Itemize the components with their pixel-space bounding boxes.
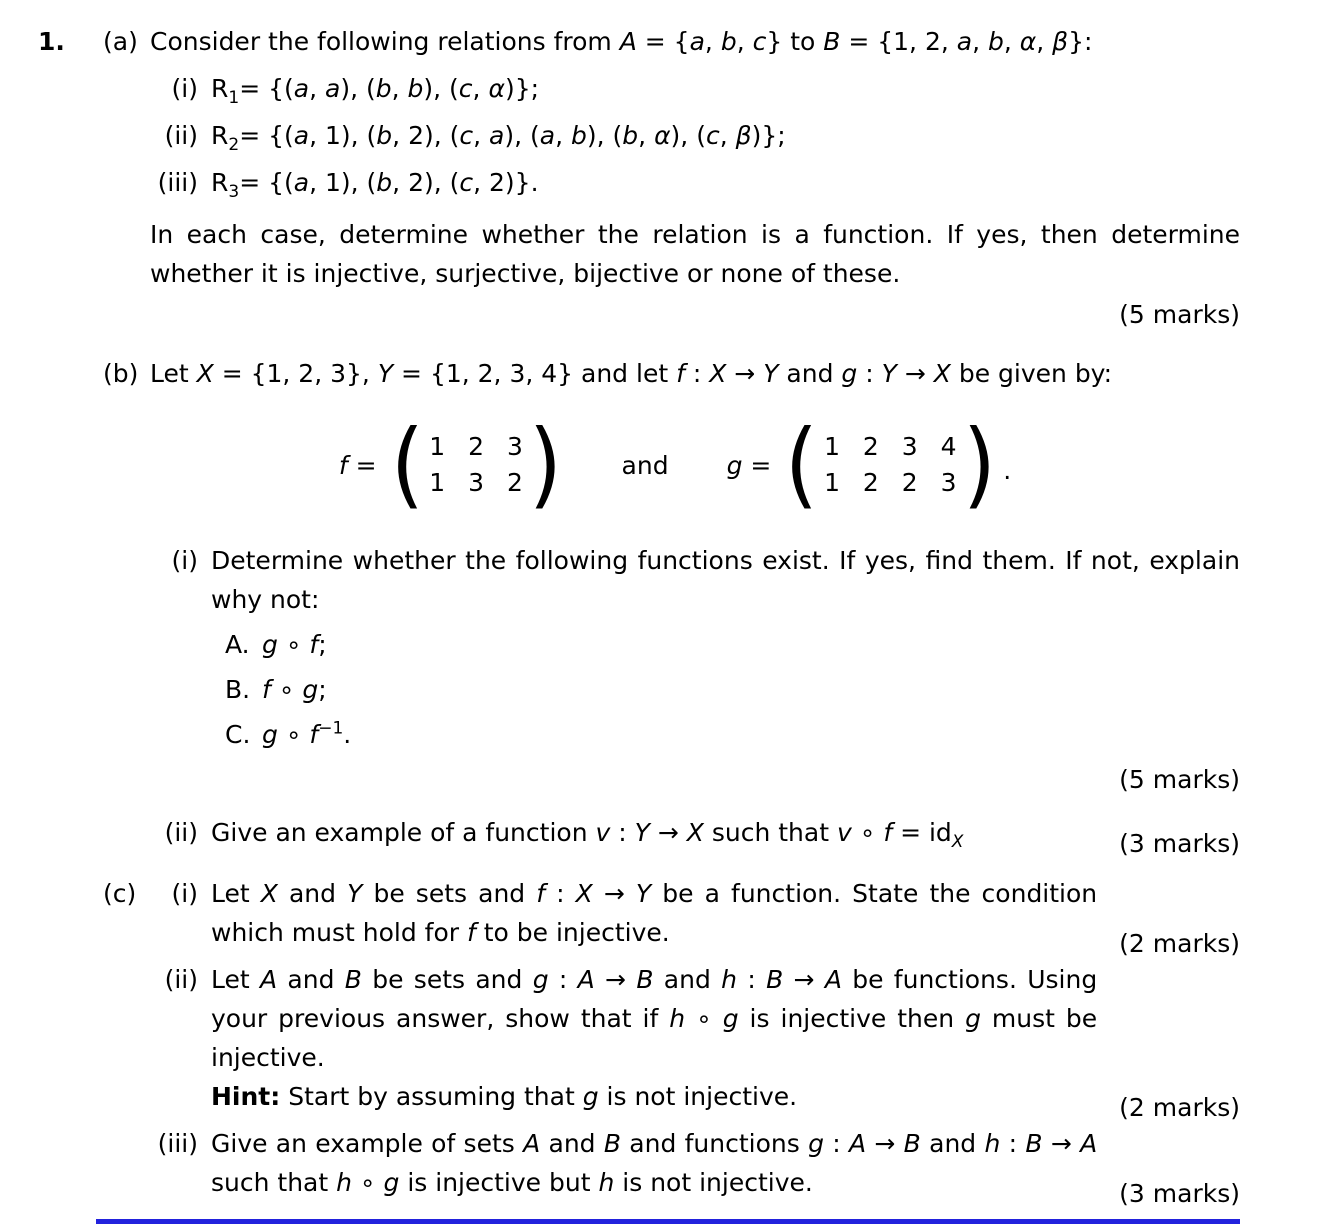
part-b-i-label: (i) (171, 546, 198, 575)
matrix-g-row-bottom: 1 2 2 3 (824, 468, 957, 497)
relation-i-text: $R_1= \{(a$, a), (b, b), (c, α)}; (211, 74, 540, 108)
function-definitions-equation (150, 410, 1200, 520)
option-B (225, 670, 1240, 709)
matrix-g (824, 429, 956, 501)
part-b (103, 354, 1240, 860)
right-paren-g: ) (962, 410, 996, 520)
part-a-intro: Consider the following relations from A = {a, b, c} to B = {1, 2, a, b, α, β}: (150, 27, 1093, 56)
part-b-body (150, 354, 1240, 860)
matrix-g-group (726, 410, 1012, 520)
part-b-ii-marks: (3 marks) (1119, 829, 1240, 858)
f-equals: f = (338, 450, 377, 480)
relation-iii-label: (iii) (157, 168, 198, 197)
option-B-label: B. (225, 675, 251, 704)
part-c-i (150, 874, 1240, 958)
g-equals: g = (726, 450, 772, 480)
part-a-label: (a) (103, 27, 138, 56)
matrix-f-row-bottom: 1 3 2 (429, 468, 523, 497)
part-c-ii-label: (ii) (164, 965, 198, 994)
part-c-ii-body (211, 960, 1240, 1122)
part-c-i-label: (i) (171, 879, 198, 908)
part-a (103, 22, 1240, 340)
part-b-ii-text: Give an example of a function v : Y → X such that v ∘ $f = id_X$ (211, 818, 964, 852)
part-c-iii-marks: (3 marks) (1119, 1179, 1240, 1208)
part-c-ii-hint: Hint: Start by assuming that g is not injective. (211, 1082, 798, 1111)
relation-list (150, 69, 1240, 202)
part-a-body (150, 22, 1240, 340)
equation-period: . (1003, 455, 1012, 485)
part-c-ii-text: Let A and B be sets and g : A → B and h : B → A be functions. Using your previous answer, show that if h ∘ g is injective then g must be injective. (211, 965, 1098, 1072)
composition-options (211, 625, 1240, 754)
relation-ii-text: $R_2= \{(a$, 1), (b, 2), (c, a), (a, b), (b, α), (c, β)}; (211, 121, 786, 155)
part-c-ii-marks: (2 marks) (1119, 1093, 1240, 1122)
part-c (103, 874, 1240, 1210)
relation-i-label: (i) (171, 74, 198, 103)
option-B-text: f ∘ g; (262, 675, 327, 704)
part-c-ii-content (211, 960, 1097, 1116)
option-A-text: g ∘ f; (262, 630, 327, 659)
question-1 (38, 22, 1240, 1224)
relation-ii-label: (ii) (164, 121, 198, 150)
part-c-label: (c) (103, 879, 137, 908)
option-C-text: g ∘ $f^{-1}$. (262, 718, 352, 749)
part-c-iii-body (211, 1124, 1240, 1208)
relation-item-i (150, 69, 1240, 108)
part-b-label: (b) (103, 359, 139, 388)
relation-iii-text: $R_3= \{(a$, 1), (b, 2), (c, 2)}. (211, 168, 539, 202)
part-b-i-text: Determine whether the following functions exist. If yes, find them. If not, explain why not: (211, 546, 1240, 614)
question-number: 1. (38, 27, 65, 56)
part-c-iii (150, 1124, 1240, 1208)
part-b-i-body (211, 541, 1240, 805)
question-body (103, 22, 1240, 1224)
and-word: and (621, 450, 669, 480)
part-b-i-marks: (5 marks) (1119, 765, 1240, 794)
part-b-intro: Let X = {1, 2, 3}, Y = {1, 2, 3, 4} and let f : X → Y and g : Y → X be given by: (150, 359, 1113, 388)
relation-item-ii (150, 116, 1240, 155)
part-c-body (150, 874, 1240, 1210)
part-b-i (150, 541, 1240, 805)
part-c-i-text: Let X and Y be sets and f : X → Y be a function. State the condition which must hold for f to be injective. (211, 879, 1098, 947)
part-c-i-marks: (2 marks) (1119, 929, 1240, 958)
part-b-ii-body (211, 813, 1240, 858)
part-c-ii (150, 960, 1240, 1122)
matrix-f-row-top: 1 2 3 (429, 432, 523, 461)
part-b-ii (150, 813, 1240, 858)
part-c-i-body (211, 874, 1240, 958)
option-C (225, 715, 1240, 754)
option-C-label: C. (225, 720, 251, 749)
part-a-marks: (5 marks) (1119, 300, 1240, 329)
option-A-label: A. (225, 630, 250, 659)
option-A (225, 625, 1240, 664)
left-paren-g: ( (785, 410, 819, 520)
matrix-f-group (338, 410, 564, 520)
left-paren-f: ( (390, 410, 424, 520)
bottom-blue-rule (96, 1219, 1240, 1224)
part-c-iii-label: (iii) (157, 1129, 198, 1158)
matrix-g-row-top: 1 2 3 4 (824, 432, 957, 461)
part-a-question-text: In each case, determine whether the relation is a function. If yes, then determine whether it is injective, surjective, bijective or none of these. (150, 220, 1240, 288)
right-paren-f: ) (528, 410, 562, 520)
part-c-iii-text: Give an example of sets A and B and functions g : A → B and h : B → A such that h ∘ g is injective but h is not injective. (211, 1129, 1098, 1197)
matrix-f (429, 429, 523, 501)
relation-item-iii (150, 163, 1240, 202)
part-b-ii-label: (ii) (164, 818, 198, 847)
